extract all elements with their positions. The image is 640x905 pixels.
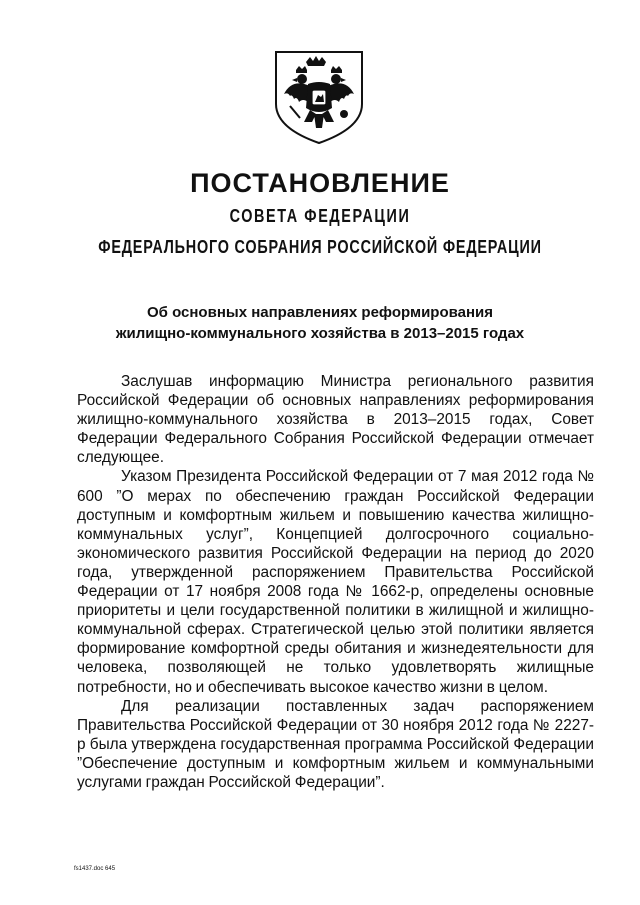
double-headed-eagle-emblem-icon [270, 48, 368, 146]
subject-line-2: жилищно-коммунального хозяйства в 2013–2015 годах [115, 325, 525, 342]
body-paragraph: Для реализации поставленных задач распоряжением Правительства Российской Федерации от 30 ноября 2012 года № 2227-р была утверждена государственная программа Российской Федерации ”Обеспечение доступным и комфортным жильем и коммунальными услугами граждан Российской Федерации”. [77, 697, 594, 791]
body-paragraph: Указом Президента Российской Федерации от 7 мая 2012 года № 600 ”О мерах по обеспечению граждан Российской Федерации доступным и комфортным жильем и повышению качества жилищно-коммунальных услуг”, Концепцией долгосрочного социально-экономического развития Российской Федерации на период до 2020 года, утвержденной распоряжением Правительства Российской Федерации от 17 ноября 2008 года № 1662-р, определены основные приоритеты и цели государственной политики в жилищной и жилищно-коммунальной сферах. Стратегической целью этой политики является формирование комфортной среды обитания и жизнедеятельности для человека, позволяющей не только удовлетворять жилищные потребности, но и обеспечивать высокое качество жизни в целом. [77, 468, 594, 696]
footer-file-code: fs1437.doc 645 [74, 866, 116, 872]
document-type-title: ПОСТАНОВЛЕНИЕ [190, 168, 450, 198]
body-paragraph: Заслушав информацию Министра регионального развития Российской Федерации об основных направлениях реформирования жилищно-коммунального хозяйства в 2013–2015 годах, Совет Федерации Федерального Собрания Российской Федерации отмечает следующее. [77, 373, 594, 467]
document-body [77, 372, 594, 792]
issuer-line-2: ФЕДЕРАЛЬНОГО СОБРАНИЯ РОССИЙСКОЙ ФЕДЕРАЦИИ [98, 237, 542, 257]
issuer-line-1: СОВЕТА ФЕДЕРАЦИИ [229, 206, 411, 226]
document-subject [0, 302, 640, 344]
subject-line-1: Об основных направлениях реформирования [146, 304, 494, 321]
